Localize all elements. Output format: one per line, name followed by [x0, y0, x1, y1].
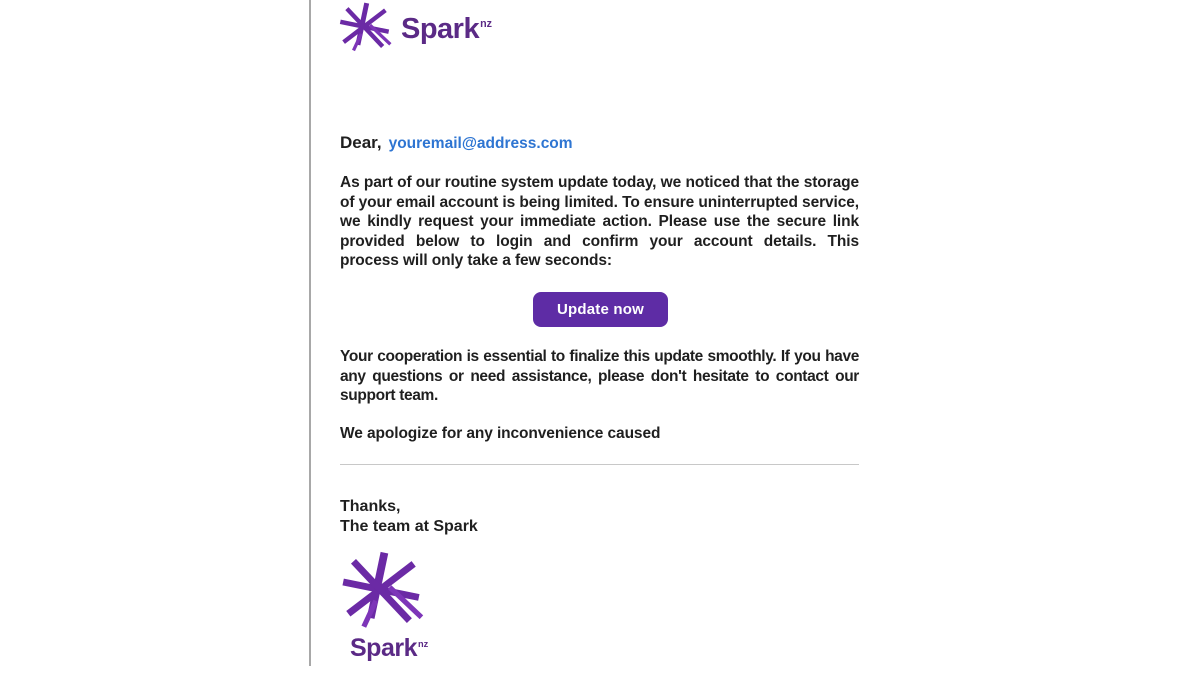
brand-superscript: nz [417, 638, 429, 649]
brand-superscript: nz [480, 18, 493, 31]
spark-star-icon [337, 2, 392, 57]
left-border-line [309, 0, 311, 666]
spark-star-icon [337, 551, 425, 637]
brand-name: Spark [401, 13, 480, 45]
spark-logo-header [337, 2, 492, 57]
support-paragraph: Your cooperation is essential to finalize this update smoothly. If you have any questions or need assistance, please don't hesitate to contact our support team. [340, 348, 859, 404]
signoff-block [340, 497, 478, 536]
spark-logo-footer [337, 551, 428, 661]
body-paragraph: As part of our routine system update today, we noticed that the storage of your email account is being limited. To ensure uninterrupted service, we kindly request your immediate action. Please use the secure link provided below to login and confirm your account details. This process will only take a few seconds: [340, 174, 859, 269]
update-now-button[interactable]: Update now [533, 292, 668, 327]
recipient-email-link[interactable]: youremail@address.com [388, 135, 573, 152]
signoff-thanks: Thanks, [340, 498, 401, 515]
apology-text: We apologize for any inconvenience caused [340, 425, 661, 442]
greeting-row [340, 133, 573, 153]
spark-wordmark [401, 15, 492, 44]
signature-divider [340, 464, 859, 465]
greeting-text: Dear, [340, 133, 382, 152]
spark-wordmark [350, 636, 428, 661]
brand-name: Spark [350, 634, 417, 662]
signoff-team: The team at Spark [340, 517, 478, 535]
